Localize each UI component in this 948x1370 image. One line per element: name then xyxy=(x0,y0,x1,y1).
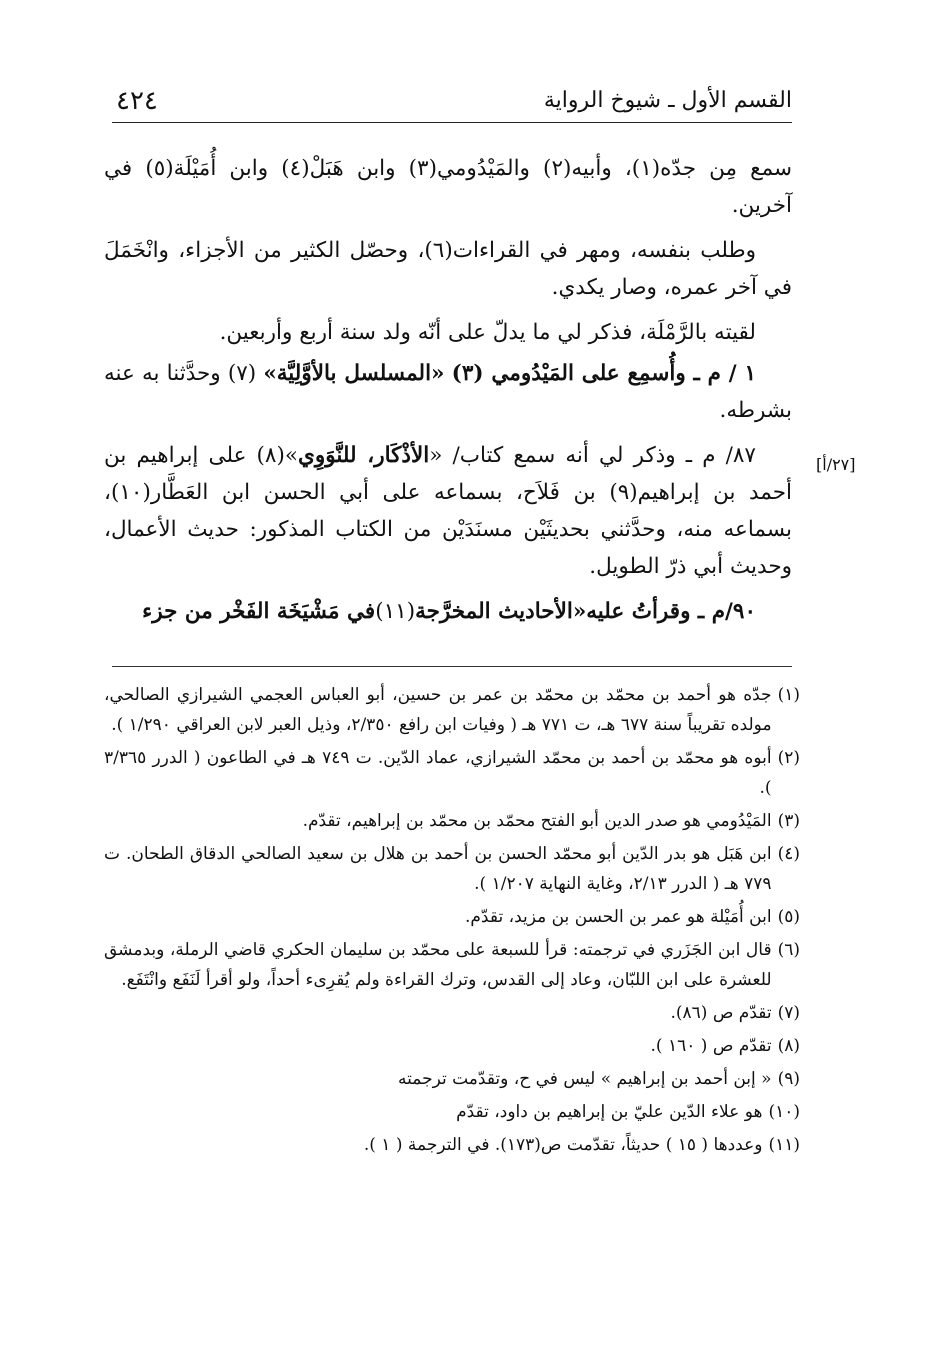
footnote xyxy=(104,998,800,1028)
footnote-separator xyxy=(112,666,792,667)
paragraph-6-title: «الأحاديث المخرَّجة xyxy=(415,599,587,624)
footnote xyxy=(104,743,800,803)
footnote-text: « إبن أحمد بن إبراهيم » ليس في ح، وتقدّمت ترجمته xyxy=(398,1069,772,1089)
footnote xyxy=(104,1130,800,1160)
footnote-number: (٤) xyxy=(777,844,800,864)
footnote-text: المَيْدُومي هو صدر الدين أبو الفتح محمّد بن محمّد بن إبراهيم، تقدّم. xyxy=(302,811,772,831)
paragraph-3: لقيته بالرَّمْلَة، فذكر لي ما يدلّ على أنّه ولد سنة أربع وأربعين. xyxy=(219,320,756,345)
footnote-number: (٨) xyxy=(777,1036,800,1056)
paragraph-6-title-cont: في مَشْيَخَة الفَخْر من جزء xyxy=(142,599,376,624)
footnote-number: (٢) xyxy=(777,748,800,768)
margin-folio-note: [٢٧/أ] xyxy=(816,455,856,474)
footnote xyxy=(104,1097,800,1127)
footnote-number: (٩) xyxy=(777,1069,800,1089)
paragraph-6-lead: ٩٠/م ـ وقرأتُ عليه xyxy=(586,599,756,624)
footnote-number: (٣) xyxy=(777,811,800,831)
footnote-text: تقدّم ص ( ١٦٠ ). xyxy=(650,1036,772,1056)
paragraph-6 xyxy=(104,593,792,630)
paragraph-6-ref: (١١) xyxy=(375,599,416,624)
paragraph-5-title: الأذْكَار، للنَّوَوِي xyxy=(298,443,430,468)
footnote-text: قال ابن الجَزَري في ترجمته: قرأ للسبعة على محمّد بن سليمان الحكري قاضي الرملة، وبدمشق للعشرة على ابن اللبّان، وعاد إلى القدس، وترك القراءة ولم يُقرِىء أحداً، ولو أقرأ لَنَفَع وانْتَفَع. xyxy=(104,940,772,990)
footnote-text: جدّه هو أحمد بن محمّد بن محمّد بن عمر بن حسين، أبو العباس العجمي الشيرازي الصالحي، مولده تقريباً سنة ٦٧٧ هـ، ت ٧٧١ هـ ( وفيات ابن رافع ٢/٣٥٠، وذيل العبر لابن العراقي ١/٢٩٠ ). xyxy=(104,685,772,735)
paragraph-1: سمع مِن جدّه(١)، وأبيه(٢) والمَيْدُومي(٣) وابن هَبَلْ(٤) وابن أُمَيْلَة(٥) في آخرين. xyxy=(104,156,793,218)
footnote xyxy=(104,680,800,740)
paragraph-5-tail: »(٨) على إبراهيم بن أحمد بن إبراهيم(٩) بن فَلاَح، بسماعه على أبي الحسن ابن العَطَّار(١٠)، بسماعه منه، وحدَّثني بحديثَيْن مسنَدَيْن من الكتاب المذكور: حديث الأعمال، وحديث أبي ذرّ الطويل. xyxy=(104,443,792,579)
paragraph-4-lead: ١ / م ـ وأُسمِع على المَيْدُومي (٣) xyxy=(451,361,756,386)
page-number: ٤٢٤ xyxy=(116,86,158,116)
footnote xyxy=(104,806,800,836)
footnote-text: وعددها ( ١٥ ) حديثاً، تقدّمت ص(١٧٣). في الترجمة ( ١ ). xyxy=(363,1135,763,1155)
footnote xyxy=(104,1031,800,1061)
footnotes xyxy=(104,680,800,1163)
footnote-text: ابن أُمَيْلة هو عمر بن الحسن بن مزيد، تقدّم. xyxy=(465,907,772,927)
footnote-number: (١) xyxy=(777,685,800,705)
running-title: القسم الأول ـ شيوخ الرواية xyxy=(543,88,792,113)
footnote xyxy=(104,1064,800,1094)
paragraph-5 xyxy=(104,437,792,585)
footnote-number: (٧) xyxy=(777,1003,800,1023)
footnote-number: (٥) xyxy=(777,907,800,927)
footnote xyxy=(104,839,800,899)
footnote-number: (١١) xyxy=(768,1135,800,1155)
footnote-text: ابن هَبَل هو بدر الدّين أبو محمّد الحسن بن أحمد بن هلال بن سعيد الصالحي الدقاق الطحان. ت ٧٧٩ هـ ( الدرر ٢/١٣، وغاية النهاية ١/٢٠٧ ). xyxy=(104,844,772,894)
footnote-number: (١٠) xyxy=(768,1102,800,1122)
main-text xyxy=(104,150,792,638)
footnote-number: (٦) xyxy=(777,940,800,960)
paragraph-4-title: «المسلسل بالأوَّلِيَّة» xyxy=(263,361,445,386)
paragraph-5-lead: ٨٧/ م ـ وذكر لي أنه سمع كتاب/ « xyxy=(429,443,756,468)
paragraph-4-tail: (٧) وحدَّثنا به عنه بشرطه. xyxy=(104,361,792,423)
footnote xyxy=(104,935,800,995)
footnote-text: هو علاء الدّين عليّ بن إبراهيم بن داود، تقدّم xyxy=(456,1102,763,1122)
footnote xyxy=(104,902,800,932)
page-header xyxy=(112,82,792,123)
footnote-text: تقدّم ص (٨٦). xyxy=(670,1003,772,1023)
paragraph-4 xyxy=(104,355,792,429)
footnote-text: أبوه هو محمّد بن أحمد بن محمّد الشيرازي، عماد الدّين. ت ٧٤٩ هـ في الطاعون ( الدرر ٣/٣٦٥ ). xyxy=(104,748,772,798)
paragraph-2: وطلب بنفسه، ومهر في القراءات(٦)، وحصّل الكثير من الأجزاء، وانْخَمَلَ في آخر عمره، وصار يكدي. xyxy=(104,238,792,300)
